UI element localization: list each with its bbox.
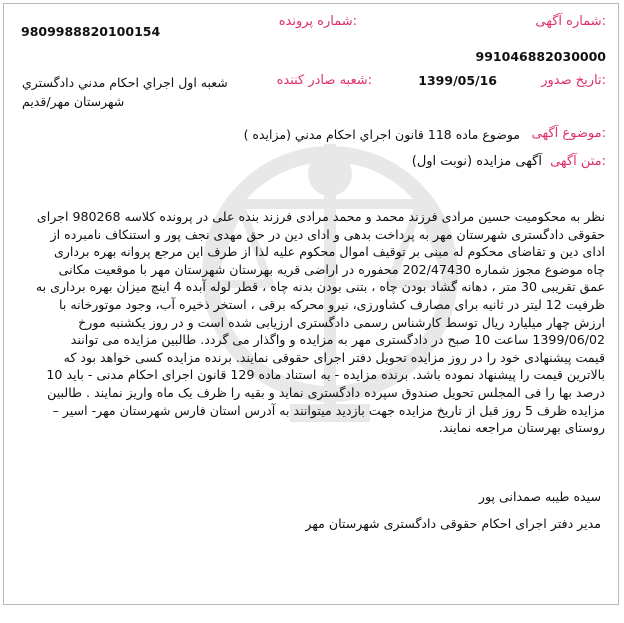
body-line: نظر به محکومیت حسین مرادی فرزند محمد و محمد مرادی فرزند بنده علی در پرونده کلاسه 980268 اجرای <box>36 209 605 224</box>
body-line: مزایده ظرف 5 روز قبل از تاریخ مزایده جهت بازدید میتوانند به آدرس استان فارس شهرستان مهر- اسیر – <box>52 402 605 418</box>
body-line: چاه موضوع مجوز شماره 202/47430 محفوره در اراضی قریه بهرستان شهرستان مهر با موقعیت مکانی <box>58 261 605 277</box>
body-line: ظرفیت 12 لیتر در ثانیه برای مصارف کشاورزی، نیرو محرکه برقی ، استخر ذخیره آب، وجود موتورخانه با <box>59 296 605 312</box>
issuing-branch-city: شهرستان مهر/قديم <box>22 94 125 109</box>
body-line: عمق تقریبی 30 متر ، دهانه گشاد بودن چاه ، بتنی بودن بدنه چاه ، قطر لوله آبده 4 اینچ میزان بهره برداری به <box>35 279 605 295</box>
issue-date-label: :تاریخ صدور <box>541 73 606 88</box>
subject-value: موضوع ماده 118 قانون اجراي احكام مدني (مزايده ) <box>243 127 520 142</box>
signatory-title: مدیر دفتر اجرای احکام حقوقی دادگستری شهرستان مهر <box>305 516 601 531</box>
body-line: ارزش چهار میلیارد ریال توسط کارشناس رسمی دادگستری ارزیابی شده است و در روز یکشنبه مورخ <box>78 314 605 330</box>
body-line: 1399/06/02 ساعت 10 صبح در دادگستری مهر به مزایده و واگذار می گردد. طالبین مزایده می توانند <box>70 332 605 348</box>
case-number-value: 9809988820100154 <box>21 24 161 39</box>
notice-number-value: 991046882030000 <box>475 49 606 64</box>
issuing-branch-value: شعبه اول اجراي احكام مدني دادگستري <box>22 75 228 90</box>
subject-label: :موضوع آگهی <box>531 126 606 141</box>
issuing-branch-label: :شعبه صادر کننده <box>276 73 372 88</box>
body-line: بالاترین قیمت را پیشنهاد نموده باشد. برنده مزایده - به استناد ماده 129 قانون اجرای احکام مدنی - باید 10 <box>46 367 605 383</box>
body-line: ادای دین و تقاضای محکوم له مبنی بر توقیف اموال محکوم علیه لذا از طرف این مرجع پروانه بهره برداری <box>53 244 605 260</box>
body-line: درصد بها را فی المجلس تحویل صندوق سپرده دادگستری نماید و بقیه را ظرف یک ماه واریز نمایند . طالبین <box>47 384 605 400</box>
body-line: قیمت پیشنهادی خود را در روز مزایده تحویل دفتر اجرای حقوقی نمایند. برنده مزایده کسی خواهد بود که <box>63 349 605 365</box>
issue-date-value: 1399/05/16 <box>418 73 497 88</box>
signatory-name: سیده طیبه صمدانی پور <box>478 489 601 504</box>
body-line: حقوقی دادگستری شهرستان مهر به پرداخت بدهی و ادای دین در حق مهدی نجف پور و استنکاف نامبرده از <box>50 226 605 242</box>
body-line: روستای بهرستان مراجعه نمایند. <box>438 420 605 436</box>
notice-number-label: :شماره آگهی <box>535 14 606 29</box>
notice-body <box>15 208 605 437</box>
case-number-label: :شماره پرونده <box>278 14 357 29</box>
notice-title: آگهی مزایده (نوبت اول) <box>411 154 542 169</box>
notice-text-label: :متن آگهی <box>550 154 606 169</box>
